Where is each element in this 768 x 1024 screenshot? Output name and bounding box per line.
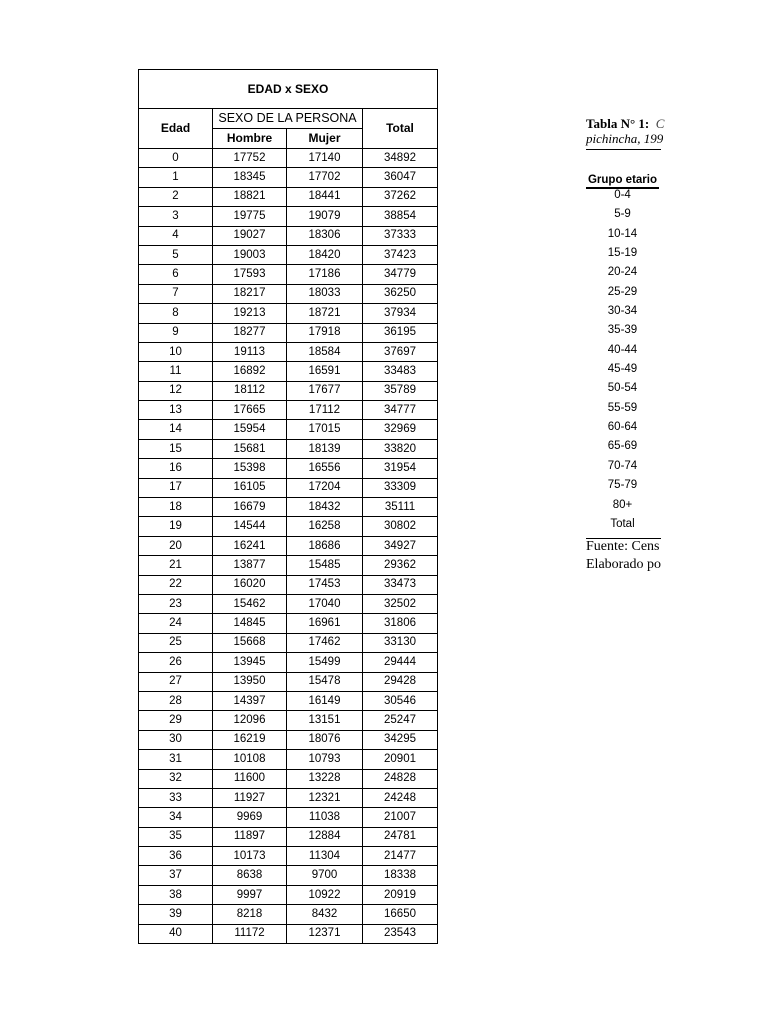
cell-mujer: 17204 xyxy=(287,478,363,497)
cell-mujer: 10793 xyxy=(287,750,363,769)
cell-total: 37697 xyxy=(363,342,438,361)
cell-hombre: 9969 xyxy=(213,808,287,827)
cell-edad: 17 xyxy=(139,478,213,497)
cell-mujer: 12884 xyxy=(287,827,363,846)
cell-hombre: 16241 xyxy=(213,536,287,555)
cell-mujer: 17462 xyxy=(287,633,363,652)
cell-total: 16650 xyxy=(363,905,438,924)
cell-total: 38854 xyxy=(363,207,438,226)
cell-mujer: 13151 xyxy=(287,711,363,730)
cell-edad: 19 xyxy=(139,517,213,536)
grupo-etario-item: 60-64 xyxy=(607,421,638,434)
cell-total: 24828 xyxy=(363,769,438,788)
cell-mujer: 16556 xyxy=(287,459,363,478)
cell-total: 36047 xyxy=(363,168,438,187)
cell-hombre: 19775 xyxy=(213,207,287,226)
header-sexo: SEXO DE LA PERSONA xyxy=(213,109,363,129)
cell-total: 35111 xyxy=(363,498,438,517)
cell-mujer: 17702 xyxy=(287,168,363,187)
cell-edad: 28 xyxy=(139,691,213,710)
cell-hombre: 15668 xyxy=(213,633,287,652)
cell-mujer: 11304 xyxy=(287,847,363,866)
cell-hombre: 13945 xyxy=(213,653,287,672)
cell-total: 34779 xyxy=(363,265,438,284)
cell-hombre: 14845 xyxy=(213,614,287,633)
cell-edad: 29 xyxy=(139,711,213,730)
cell-edad: 30 xyxy=(139,730,213,749)
cell-edad: 5 xyxy=(139,245,213,264)
grupo-etario-item: 70-74 xyxy=(607,459,638,472)
cell-edad: 8 xyxy=(139,304,213,323)
cell-mujer: 18076 xyxy=(287,730,363,749)
cell-edad: 20 xyxy=(139,536,213,555)
table-row xyxy=(139,536,438,555)
cell-hombre: 13877 xyxy=(213,556,287,575)
table-row xyxy=(139,381,438,400)
cell-total: 29362 xyxy=(363,556,438,575)
table-row xyxy=(139,847,438,866)
grupo-etario-item: 10-14 xyxy=(607,227,638,240)
cell-hombre: 18217 xyxy=(213,284,287,303)
cell-hombre: 18821 xyxy=(213,187,287,206)
cell-hombre: 13950 xyxy=(213,672,287,691)
cell-edad: 6 xyxy=(139,265,213,284)
cell-mujer: 13228 xyxy=(287,769,363,788)
cell-edad: 36 xyxy=(139,847,213,866)
table-row xyxy=(139,362,438,381)
grupo-etario-item: 50-54 xyxy=(607,382,638,395)
table-row xyxy=(139,420,438,439)
cell-hombre: 10108 xyxy=(213,750,287,769)
cell-edad: 12 xyxy=(139,381,213,400)
cell-mujer: 16961 xyxy=(287,614,363,633)
table-row xyxy=(139,187,438,206)
cell-total: 33130 xyxy=(363,633,438,652)
cell-total: 32502 xyxy=(363,594,438,613)
cell-mujer: 16591 xyxy=(287,362,363,381)
cell-total: 32969 xyxy=(363,420,438,439)
cell-total: 37423 xyxy=(363,245,438,264)
grupo-etario-item: Total xyxy=(610,517,635,530)
table-row xyxy=(139,614,438,633)
grupo-etario-item: 55-59 xyxy=(607,401,638,414)
table-row xyxy=(139,265,438,284)
cell-edad: 39 xyxy=(139,905,213,924)
cell-hombre: 19003 xyxy=(213,245,287,264)
cell-mujer: 16258 xyxy=(287,517,363,536)
cell-edad: 4 xyxy=(139,226,213,245)
cell-hombre: 15954 xyxy=(213,420,287,439)
table-row xyxy=(139,866,438,885)
cell-mujer: 9700 xyxy=(287,866,363,885)
cell-total: 29444 xyxy=(363,653,438,672)
table-row xyxy=(139,711,438,730)
table-row xyxy=(139,556,438,575)
grupo-etario-list xyxy=(586,187,659,535)
cell-mujer: 18306 xyxy=(287,226,363,245)
cell-edad: 25 xyxy=(139,633,213,652)
cell-edad: 14 xyxy=(139,420,213,439)
cell-hombre: 11927 xyxy=(213,788,287,807)
cell-mujer: 8432 xyxy=(287,905,363,924)
cell-total: 31806 xyxy=(363,614,438,633)
cell-edad: 7 xyxy=(139,284,213,303)
cell-edad: 0 xyxy=(139,149,213,168)
fuente-note: Fuente: Cens xyxy=(586,539,660,554)
side-table-subtitle: pichincha, 199 xyxy=(586,131,661,150)
grupo-etario-item: 75-79 xyxy=(607,479,638,492)
grupo-etario-panel xyxy=(586,0,665,1024)
cell-edad: 34 xyxy=(139,808,213,827)
cell-mujer: 17453 xyxy=(287,575,363,594)
cell-edad: 9 xyxy=(139,323,213,342)
table-row xyxy=(139,459,438,478)
cell-hombre: 19027 xyxy=(213,226,287,245)
table-row xyxy=(139,226,438,245)
cell-edad: 33 xyxy=(139,788,213,807)
cell-edad: 15 xyxy=(139,439,213,458)
table-row xyxy=(139,323,438,342)
cell-edad: 2 xyxy=(139,187,213,206)
table-row xyxy=(139,769,438,788)
cell-hombre: 8218 xyxy=(213,905,287,924)
cell-hombre: 9997 xyxy=(213,885,287,904)
grupo-etario-item: 5-9 xyxy=(614,208,631,221)
cell-edad: 37 xyxy=(139,866,213,885)
cell-mujer: 18686 xyxy=(287,536,363,555)
header-edad: Edad xyxy=(139,109,213,149)
grupo-etario-item: 20-24 xyxy=(607,266,638,279)
cell-edad: 11 xyxy=(139,362,213,381)
cell-total: 37934 xyxy=(363,304,438,323)
cell-edad: 10 xyxy=(139,342,213,361)
cell-total: 33309 xyxy=(363,478,438,497)
table-row xyxy=(139,575,438,594)
table-row xyxy=(139,149,438,168)
grupo-etario-item: 65-69 xyxy=(607,440,638,453)
grupo-etario-item: 30-34 xyxy=(607,305,638,318)
side-table-title: Tabla N° 1: C xyxy=(586,116,665,131)
cell-mujer: 18420 xyxy=(287,245,363,264)
cell-total: 33820 xyxy=(363,439,438,458)
cell-mujer: 11038 xyxy=(287,808,363,827)
table-row xyxy=(139,498,438,517)
cell-edad: 23 xyxy=(139,594,213,613)
cell-total: 25247 xyxy=(363,711,438,730)
table-row xyxy=(139,284,438,303)
cell-total: 35789 xyxy=(363,381,438,400)
table-row xyxy=(139,207,438,226)
table-row xyxy=(139,788,438,807)
table-row xyxy=(139,808,438,827)
table-row xyxy=(139,905,438,924)
grupo-etario-item: 80+ xyxy=(612,498,633,511)
cell-mujer: 17140 xyxy=(287,149,363,168)
cell-mujer: 18441 xyxy=(287,187,363,206)
table-row xyxy=(139,478,438,497)
cell-edad: 38 xyxy=(139,885,213,904)
cell-hombre: 15398 xyxy=(213,459,287,478)
cell-hombre: 16105 xyxy=(213,478,287,497)
cell-hombre: 16219 xyxy=(213,730,287,749)
table-row xyxy=(139,633,438,652)
cell-total: 31954 xyxy=(363,459,438,478)
cell-mujer: 17677 xyxy=(287,381,363,400)
table-row xyxy=(139,517,438,536)
cell-total: 34295 xyxy=(363,730,438,749)
cell-total: 21007 xyxy=(363,808,438,827)
cell-hombre: 15462 xyxy=(213,594,287,613)
cell-mujer: 15499 xyxy=(287,653,363,672)
cell-total: 20901 xyxy=(363,750,438,769)
header-total: Total xyxy=(363,109,438,149)
cell-mujer: 16149 xyxy=(287,691,363,710)
cell-mujer: 15485 xyxy=(287,556,363,575)
table-row xyxy=(139,691,438,710)
cell-edad: 16 xyxy=(139,459,213,478)
cell-hombre: 18277 xyxy=(213,323,287,342)
cell-mujer: 12321 xyxy=(287,788,363,807)
cell-hombre: 18112 xyxy=(213,381,287,400)
cell-edad: 21 xyxy=(139,556,213,575)
cell-mujer: 18139 xyxy=(287,439,363,458)
cell-mujer: 17040 xyxy=(287,594,363,613)
table-title: EDAD x SEXO xyxy=(139,70,438,109)
grupo-etario-item: 15-19 xyxy=(607,247,638,260)
grupo-etario-item: 45-49 xyxy=(607,363,638,376)
cell-edad: 27 xyxy=(139,672,213,691)
edad-sexo-table xyxy=(138,69,438,944)
grupo-etario-item: 35-39 xyxy=(607,324,638,337)
cell-hombre: 17752 xyxy=(213,149,287,168)
cell-edad: 3 xyxy=(139,207,213,226)
table-row xyxy=(139,401,438,420)
cell-total: 36250 xyxy=(363,284,438,303)
cell-total: 37333 xyxy=(363,226,438,245)
cell-mujer: 17918 xyxy=(287,323,363,342)
cell-total: 30802 xyxy=(363,517,438,536)
cell-mujer: 19079 xyxy=(287,207,363,226)
table-row xyxy=(139,672,438,691)
cell-mujer: 10922 xyxy=(287,885,363,904)
table-row xyxy=(139,653,438,672)
cell-total: 24248 xyxy=(363,788,438,807)
cell-mujer: 17186 xyxy=(287,265,363,284)
cell-total: 24781 xyxy=(363,827,438,846)
cell-mujer: 15478 xyxy=(287,672,363,691)
cell-total: 21477 xyxy=(363,847,438,866)
cell-total: 29428 xyxy=(363,672,438,691)
cell-total: 33483 xyxy=(363,362,438,381)
cell-mujer: 18033 xyxy=(287,284,363,303)
cell-hombre: 12096 xyxy=(213,711,287,730)
table-row xyxy=(139,168,438,187)
grupo-etario-item: 25-29 xyxy=(607,285,638,298)
header-mujer: Mujer xyxy=(287,129,363,149)
cell-total: 37262 xyxy=(363,187,438,206)
cell-total: 36195 xyxy=(363,323,438,342)
cell-total: 34777 xyxy=(363,401,438,420)
elaborado-note: Elaborado po xyxy=(586,557,662,572)
cell-hombre: 11897 xyxy=(213,827,287,846)
header-hombre: Hombre xyxy=(213,129,287,149)
cell-total: 34927 xyxy=(363,536,438,555)
cell-total: 23543 xyxy=(363,924,438,943)
cell-total: 20919 xyxy=(363,885,438,904)
table-row xyxy=(139,245,438,264)
cell-hombre: 18345 xyxy=(213,168,287,187)
cell-hombre: 10173 xyxy=(213,847,287,866)
cell-hombre: 15681 xyxy=(213,439,287,458)
cell-edad: 13 xyxy=(139,401,213,420)
cell-edad: 40 xyxy=(139,924,213,943)
table-row xyxy=(139,730,438,749)
cell-total: 34892 xyxy=(363,149,438,168)
cell-total: 18338 xyxy=(363,866,438,885)
cell-hombre: 11600 xyxy=(213,769,287,788)
table-row xyxy=(139,439,438,458)
cell-mujer: 18432 xyxy=(287,498,363,517)
grupo-etario-item: 0-4 xyxy=(614,189,631,201)
table-row xyxy=(139,594,438,613)
cell-hombre: 11172 xyxy=(213,924,287,943)
grupo-etario-header: Grupo etario xyxy=(586,173,659,189)
cell-mujer: 12371 xyxy=(287,924,363,943)
cell-edad: 26 xyxy=(139,653,213,672)
cell-edad: 1 xyxy=(139,168,213,187)
table-row xyxy=(139,827,438,846)
table-row xyxy=(139,924,438,943)
cell-total: 30546 xyxy=(363,691,438,710)
cell-mujer: 17112 xyxy=(287,401,363,420)
cell-hombre: 16020 xyxy=(213,575,287,594)
cell-edad: 31 xyxy=(139,750,213,769)
cell-edad: 18 xyxy=(139,498,213,517)
cell-hombre: 14397 xyxy=(213,691,287,710)
cell-hombre: 8638 xyxy=(213,866,287,885)
cell-mujer: 17015 xyxy=(287,420,363,439)
cell-mujer: 18584 xyxy=(287,342,363,361)
cell-hombre: 19213 xyxy=(213,304,287,323)
cell-hombre: 16679 xyxy=(213,498,287,517)
table-row xyxy=(139,342,438,361)
cell-edad: 35 xyxy=(139,827,213,846)
cell-edad: 24 xyxy=(139,614,213,633)
grupo-etario-item: 40-44 xyxy=(607,343,638,356)
table-row xyxy=(139,750,438,769)
table-row xyxy=(139,885,438,904)
cell-edad: 22 xyxy=(139,575,213,594)
cell-edad: 32 xyxy=(139,769,213,788)
cell-hombre: 17593 xyxy=(213,265,287,284)
cell-mujer: 18721 xyxy=(287,304,363,323)
cell-hombre: 16892 xyxy=(213,362,287,381)
table-row xyxy=(139,304,438,323)
cell-hombre: 17665 xyxy=(213,401,287,420)
cell-total: 33473 xyxy=(363,575,438,594)
cell-hombre: 14544 xyxy=(213,517,287,536)
cell-hombre: 19113 xyxy=(213,342,287,361)
